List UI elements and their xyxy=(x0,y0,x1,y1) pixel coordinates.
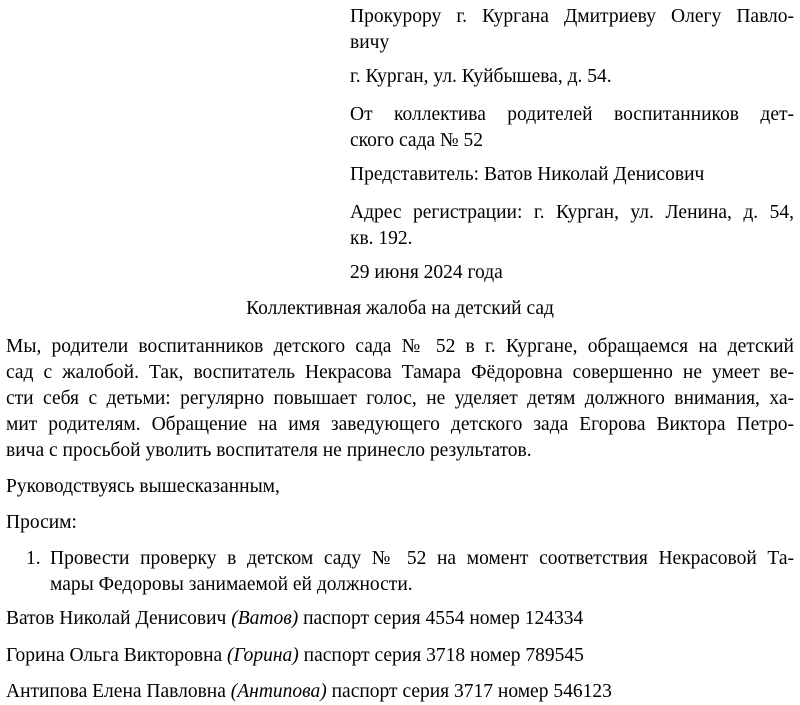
passport-details: паспорт серия 3718 номер 789545 xyxy=(303,645,584,666)
signature-row xyxy=(6,643,794,669)
list-number: 1. xyxy=(26,548,41,569)
signer-name: Антипова Елена Павловна xyxy=(6,681,226,702)
signer-name: Ватов Николай Денисович xyxy=(6,608,227,629)
registration-line-1: Адрес регистрации: г. Курган, ул. Ленина, д. 54, xyxy=(350,202,794,223)
handwritten-signature: (Горина) xyxy=(227,645,299,666)
document-title: Коллективная жалоба на детский сад xyxy=(246,298,554,319)
document-date: 29 июня 2024 года xyxy=(350,262,503,283)
from-line-1: От коллектива родителей воспитанников дет- xyxy=(350,104,794,125)
representative: Представитель: Ватов Николай Денисович xyxy=(350,164,705,185)
request-line-2: мары Федоровы занимаемой ей должности. xyxy=(50,574,413,595)
passport-details: паспорт серия 4554 номер 124334 xyxy=(303,608,584,629)
paragraph-line: Мы, родители воспитанников детского сада № 52 в г. Кургане, обращаемся на детский xyxy=(6,336,794,357)
paragraph-line: сти себя с детьми: регулярно повышает голос, не уделяет детям должного внимания, ха- xyxy=(6,388,794,409)
addressee-line-1: Прокурору г. Кургана Дмитриеву Олегу Павло- xyxy=(350,6,794,27)
registration-line-2: кв. 192. xyxy=(350,228,413,249)
paragraph-line: сад с жалобой. Так, воспитатель Некрасова Тамара Фёдоровна совершенно не умеет ве- xyxy=(6,362,794,383)
from-line-2: ского сада № 52 xyxy=(350,130,484,151)
signature-row xyxy=(6,679,794,705)
request-label: Просим: xyxy=(6,512,77,533)
handwritten-signature: (Антипова) xyxy=(230,681,327,702)
request-line-1: Провести проверку в детском саду № 52 на момент соответствия Некрасовой Та- xyxy=(50,548,794,569)
passport-details: паспорт серия 3717 номер 546123 xyxy=(331,681,612,702)
handwritten-signature: (Ватов) xyxy=(231,608,299,629)
addressee-line-2: вичу xyxy=(350,32,390,53)
paragraph-line: вича с просьбой уволить воспитателя не принесло результатов. xyxy=(6,440,532,461)
guided-statement: Руководствуясь вышесказанным, xyxy=(6,476,280,497)
addressee-address: г. Курган, ул. Куйбышева, д. 54. xyxy=(350,66,612,87)
paragraph-line: мит родителям. Обращение на имя заведующего детского зада Егорова Виктора Петро- xyxy=(6,414,794,435)
signer-name: Горина Ольга Викторовна xyxy=(6,645,223,666)
signature-row xyxy=(6,606,794,632)
